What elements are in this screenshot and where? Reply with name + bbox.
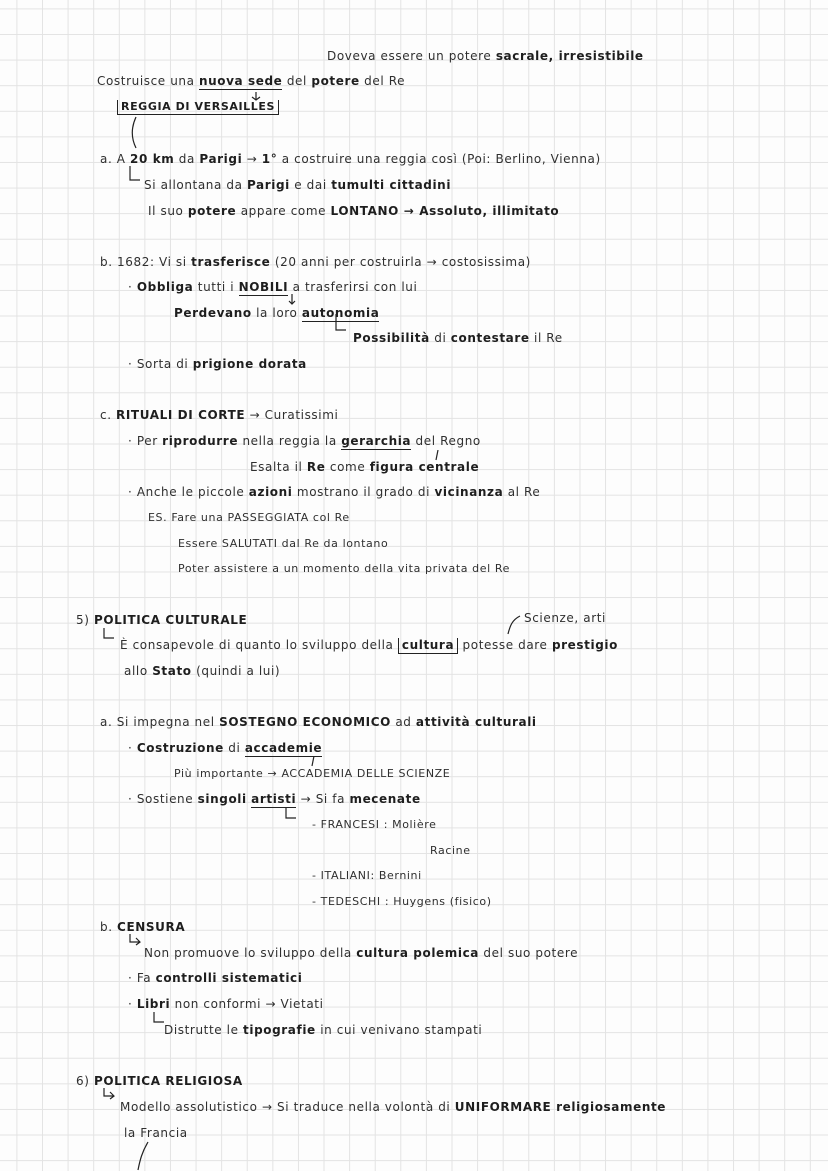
note-line: È consapevole di quanto lo sviluppo della cultura potesse dare prestigio: [120, 638, 618, 652]
note-line: · Libri non conformi → Vietati: [128, 997, 324, 1011]
note-line: · Costruzione di accademie: [128, 741, 323, 755]
note-line: · Per riprodurre nella reggia la gerarchia del Regno: [128, 434, 481, 448]
note-line: Esalta il Re come figura centrale: [250, 460, 480, 474]
section-heading: 6) POLITICA RELIGIOSA: [76, 1074, 243, 1088]
note-line: - FRANCESI : Molière: [312, 818, 437, 831]
note-line: - ITALIANI: Bernini: [312, 869, 422, 882]
note-line: Scienze, arti: [524, 611, 606, 625]
note-line: · Obbliga tutti i NOBILI a trasferirsi con lui: [128, 280, 418, 294]
note-line: Il suo potere appare come LONTANO → Assoluto, illimitato: [148, 204, 560, 218]
connector-stroke: [126, 1140, 156, 1171]
note-line: ES. Fare una PASSEGGIATA col Re: [148, 511, 350, 524]
note-line: Racine: [430, 844, 471, 857]
note-line: Modello assolutistico → Si traduce nella volontà di UNIFORMARE religiosamente: [120, 1100, 667, 1114]
note-line: · Fa controlli sistematici: [128, 971, 303, 985]
note-line: b. 1682: Vi si trasferisce (20 anni per costruirla → costosissima): [100, 255, 531, 269]
note-line: Essere SALUTATI dal Re da lontano: [178, 537, 389, 550]
note-line: Più importante → ACCADEMIA DELLE SCIENZE: [174, 767, 451, 780]
note-line: Non promuove lo sviluppo della cultura polemica del suo potere: [144, 946, 579, 960]
connector-stroke: [100, 80, 300, 160]
section-heading: 5) POLITICA CULTURALE: [76, 613, 248, 627]
note-line: · Sorta di prigione dorata: [128, 357, 307, 371]
note-line: Costruisce una nuova sede del potere del Re: [97, 74, 406, 88]
connector-stroke: [280, 806, 310, 828]
note-line: · Sostiene singoli artisti → Si fa mecenate: [128, 792, 421, 806]
note-line: - TEDESCHI : Huygens (fisico): [312, 895, 492, 908]
note-line: a. A 20 km da Parigi → 1° a costruire una reggia così (Poi: Berlino, Vienna): [100, 152, 601, 166]
note-line: · Anche le piccole azioni mostrano il grado di vicinanza al Re: [128, 485, 541, 499]
note-line: Possibilità di contestare il Re: [353, 331, 563, 345]
note-line: b. CENSURA: [100, 920, 186, 934]
note-line: Si allontana da Parigi e dai tumulti cittadini: [144, 178, 452, 192]
note-line: a. Si impegna nel SOSTEGNO ECONOMICO ad attività culturali: [100, 715, 537, 729]
note-line: allo Stato (quindi a lui): [124, 664, 281, 678]
connector-stroke: [126, 932, 146, 954]
note-line: c. RITUALI DI CORTE → Curatissimi: [100, 408, 339, 422]
note-line: la Francia: [124, 1126, 188, 1140]
connector-stroke: [100, 626, 120, 650]
note-line: Poter assistere a un momento della vita privata del Re: [178, 562, 510, 575]
connector-stroke: [126, 164, 146, 188]
note-line: REGGIA DI VERSAILLES: [117, 99, 279, 115]
note-line: Distrutte le tipografie in cui venivano stampati: [164, 1023, 483, 1037]
note-line: Perdevano la loro autonomia: [174, 306, 380, 320]
note-line: Doveva essere un potere sacrale, irresistibile: [327, 49, 644, 63]
connector-stroke: [280, 292, 360, 342]
connector-stroke: [100, 1086, 120, 1108]
